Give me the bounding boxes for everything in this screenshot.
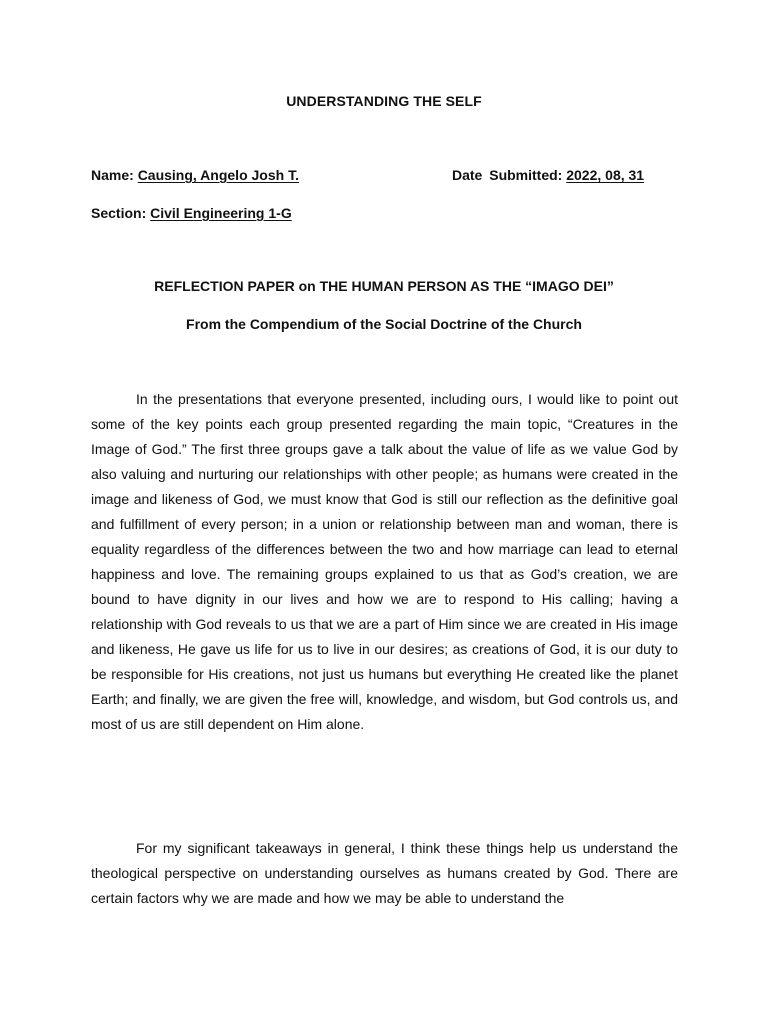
name-label: Name:	[91, 167, 134, 183]
paper-heading: REFLECTION PAPER on THE HUMAN PERSON AS THE “IMAGO DEI”	[154, 278, 614, 294]
date-submitted-label: Date Submitted:	[452, 167, 563, 183]
name-value: Causing, Angelo Josh T.	[137, 167, 299, 183]
name-field	[91, 167, 299, 183]
section-value: Civil Engineering 1-G	[150, 205, 292, 221]
date-submitted-field	[452, 167, 644, 183]
date-submitted-value: 2022, 08, 31	[566, 167, 645, 183]
body-paragraph: In the presentations that everyone presented, including ours, I would like to point out some of the key points each group presented regarding the main topic, “Creatures in the Image of God.” The first three groups gave a talk about the value of life as we value God by also valuing and nurturing our relationships with other people; as humans were created in the image and likeness of God, we must know that God is still our reflection as the definitive goal and fulfillment of every person; in a union or relationship between man and woman, there is equality regardless of the differences between the two and how marriage can lead to eternal happiness and love. The remaining groups explained to us that as God’s creation, we are bound to have dignity in our lives and how we are to respond to His calling; having a relationship with God reveals to us that we are a part of Him since we are created in His image and likeness, He gave us life for us to live in our desires; as creations of God, it is our duty to be responsible for His creations, not just us humans but everything He created like the planet Earth; and finally, we are given the free will, knowledge, and wisdom, but God controls us, and most of us are still dependent on Him alone.	[91, 391, 678, 732]
document-title: UNDERSTANDING THE SELF	[286, 93, 482, 109]
section-field	[91, 205, 292, 221]
body-paragraph: For my significant takeaways in general, I think these things help us understand the theological perspective on understanding ourselves as humans created by God. There are certain factors why we are made and how we may be able to understand the	[91, 840, 678, 906]
section-label: Section:	[91, 205, 147, 221]
paper-subheading: From the Compendium of the Social Doctrine of the Church	[186, 316, 582, 332]
